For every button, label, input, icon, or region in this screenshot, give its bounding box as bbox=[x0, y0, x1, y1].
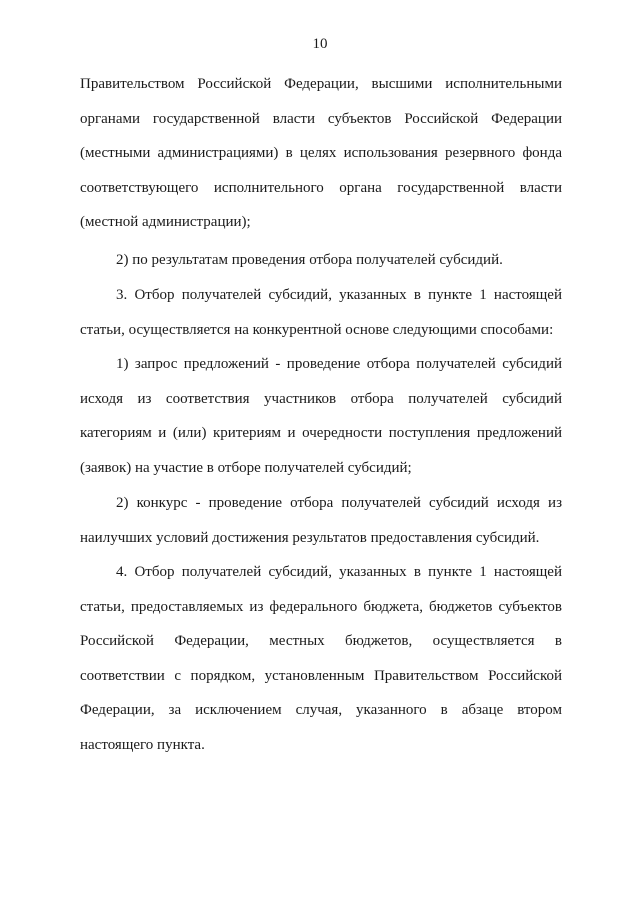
paragraph-continuation: Правительством Российской Федерации, высшими исполнительными органами государственной власти субъектов Российской Федерации (местными администрациями) в целях использования резервного фонда соответствующего исполнительного органа государственной власти (местной администрации); bbox=[80, 76, 562, 230]
paragraph-subitem-1: 1) запрос предложений - проведение отбора получателей субсидий исходя из соответствия участников отбора получателей субсидий категориям и (или) критериям и очередности поступления предложений (заявок) на участие в отборе получателей субсидий; bbox=[80, 356, 562, 476]
paragraph-point-4: 4. Отбор получателей субсидий, указанных в пункте 1 настоящей статьи, предоставляемых из федерального бюджета, бюджетов субъектов Российской Федерации, местных бюджетов, осуществляется в соответствии с порядком, установленным Правительством Российской Федерации, за исключением случая, указанного в абзаце втором настоящего пункта. bbox=[80, 564, 562, 753]
paragraph-point-3: 3. Отбор получателей субсидий, указанных в пункте 1 настоящей статьи, осуществляется на конкурентной основе следующими способами: bbox=[80, 287, 562, 338]
page-number: 10 bbox=[312, 36, 328, 52]
paragraph-subitem-2: 2) конкурс - проведение отбора получателей субсидий исходя из наилучших условий достижения результатов предоставления субсидий. bbox=[80, 495, 562, 546]
paragraph-item-2: 2) по результатам проведения отбора получателей субсидий. bbox=[116, 252, 503, 268]
